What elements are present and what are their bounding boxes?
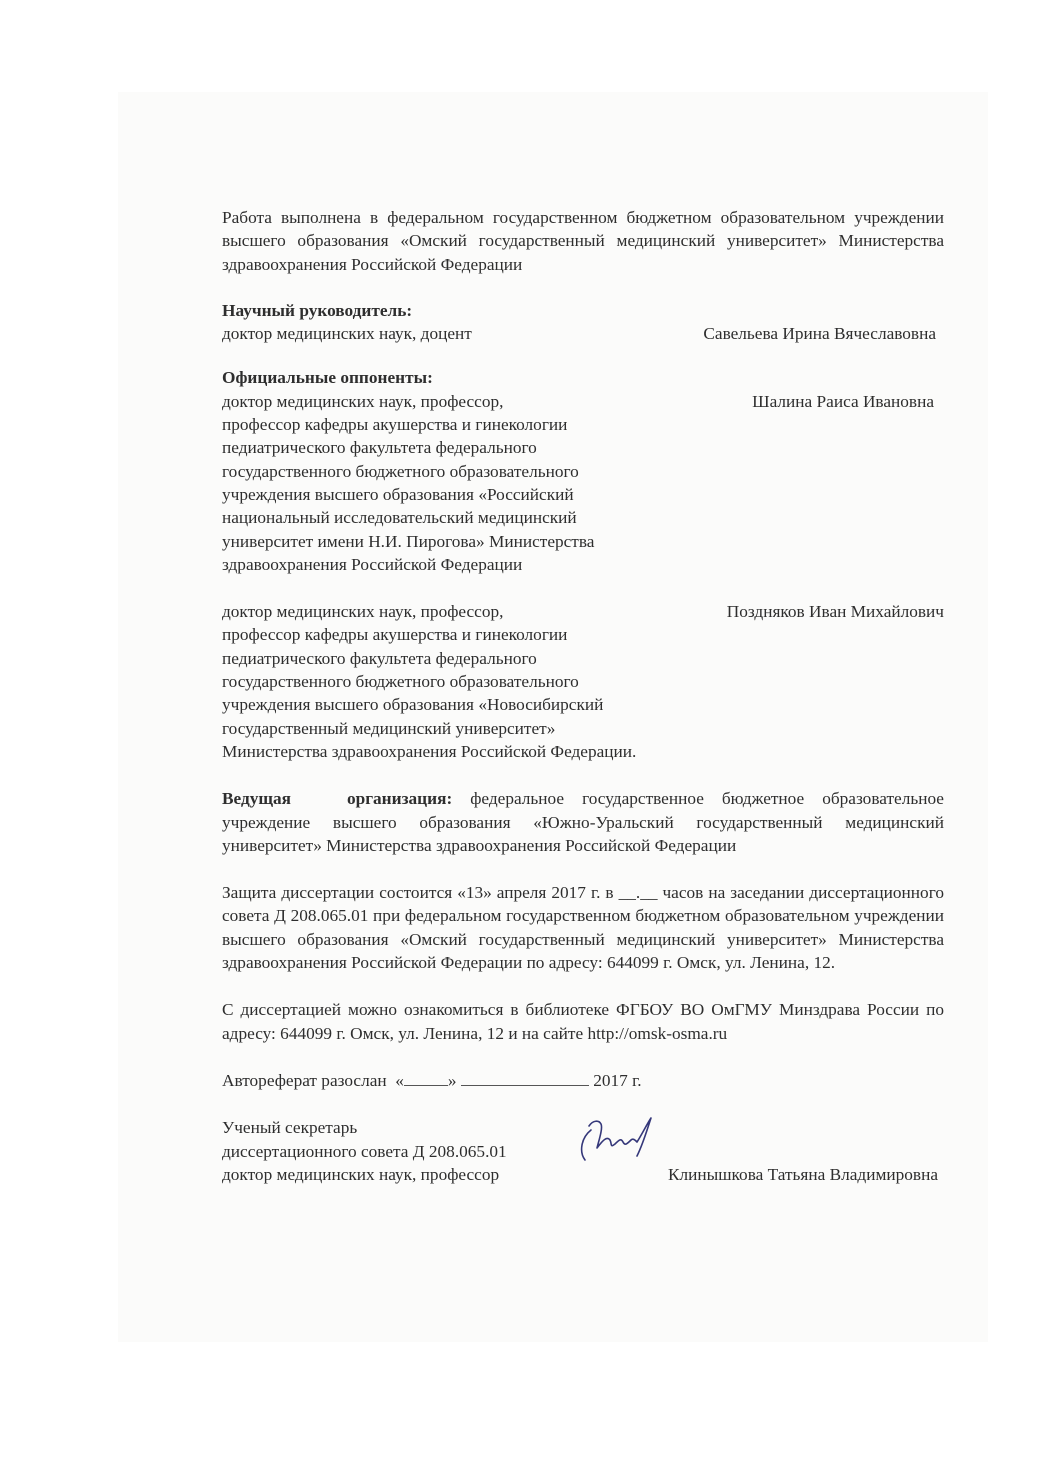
opponent-2-name: Поздняков Иван Михайлович (726, 602, 944, 622)
opponent-2-line: учреждения высшего образования «Новосибирский (222, 695, 604, 715)
opponent-1-line: университет имени Н.И. Пирогова» Министерства (222, 531, 595, 551)
sent-prefix: Автореферат разослан (222, 1070, 387, 1090)
opponent-1-line: здравоохранения Российской Федерации (222, 554, 523, 574)
opponent-1-line: государственного бюджетного образовательного (222, 461, 579, 481)
sent-quote-close: » (447, 1070, 457, 1090)
opponent-1-line: учреждения высшего образования «Российский (222, 484, 574, 504)
opponent-1 (222, 390, 944, 576)
secretary-block (222, 1116, 944, 1186)
opponent-1-line: национальный исследовательский медицинский (222, 508, 577, 528)
secretary-name: Клинышкова Татьяна Владимировна (667, 1164, 938, 1184)
opponent-2-line: педиатрического факультета федерального (222, 648, 537, 668)
supervisor-heading: Научный руководитель: (222, 300, 413, 320)
opponent-1-line: доктор медицинских наук, профессор, (222, 391, 504, 411)
opponent-2-line: Министерства здравоохранения Российской Федерации. (222, 741, 637, 761)
opponent-1-line: педиатрического факультета федерального (222, 438, 537, 458)
leading-org-label: Ведущая организация: (222, 789, 453, 809)
supervisor-name: Савельева Ирина Вячеславовна (703, 324, 936, 344)
secretary-title: Ученый секретарь (222, 1118, 358, 1138)
sent-month-blank (461, 1085, 589, 1086)
library-paragraph: С диссертацией можно ознакомиться в библиотеке ФГБОУ ВО ОмГМУ Минздрава России по адресу: 644099 г. Омск, ул. Ленина, 12 и на сайте http://omsk-osma.ru (222, 1000, 944, 1043)
secretary-degree: доктор медицинских наук, профессор (222, 1164, 500, 1184)
opponents-block (222, 366, 944, 763)
leading-org-paragraph (222, 787, 944, 857)
opponent-2-line: государственного бюджетного образовательного (222, 672, 579, 692)
intro-paragraph: Работа выполнена в федеральном государственном бюджетном образовательном учреждении высшего образования «Омский государственный медицинский университет» Министерства здравоохранения Российской Федерации (222, 208, 944, 274)
opponent-2-line: доктор медицинских наук, профессор, (222, 602, 504, 622)
sent-year: 2017 г. (593, 1070, 642, 1090)
secretary-council: диссертационного совета Д 208.065.01 (222, 1141, 507, 1161)
supervisor-degree: доктор медицинских наук, доцент (222, 324, 472, 344)
document-page (222, 206, 944, 1186)
opponent-1-name: Шалина Раиса Ивановна (752, 391, 934, 411)
opponent-2-line: государственный медицинский университет» (222, 718, 556, 738)
sent-quote-open: « (395, 1070, 404, 1090)
sent-line (222, 1069, 944, 1092)
opponent-1-line: профессор кафедры акушерства и гинекологии (222, 415, 568, 435)
sent-day-blank (404, 1085, 448, 1086)
supervisor-row (222, 322, 944, 345)
leading-org-text: федеральное государственное бюджетное образовательное учреждение высшего образования «Южно-Уральский государственный медицинский университет» Министерства здравоохранения Российской Федерации (222, 789, 944, 855)
opponent-2-line: профессор кафедры акушерства и гинекологии (222, 625, 568, 645)
opponent-2-affiliation (222, 600, 636, 763)
signature (577, 1110, 677, 1168)
opponent-1-affiliation (222, 390, 594, 576)
opponents-heading: Официальные оппоненты: (222, 368, 433, 388)
supervisor-block (222, 299, 944, 346)
defense-paragraph: Защита диссертации состоится «13» апреля 2017 г. в __.__ часов на заседании диссертационного совета Д 208.065.01 при федеральном государственном бюджетном образовательном учреждении высшего образования «Омский государственный медицинский университет» Министерства здравоохранения Российской Федерации по адресу: 644099 г. Омск, ул. Ленина, 12. (222, 883, 944, 973)
opponent-2 (222, 600, 944, 763)
